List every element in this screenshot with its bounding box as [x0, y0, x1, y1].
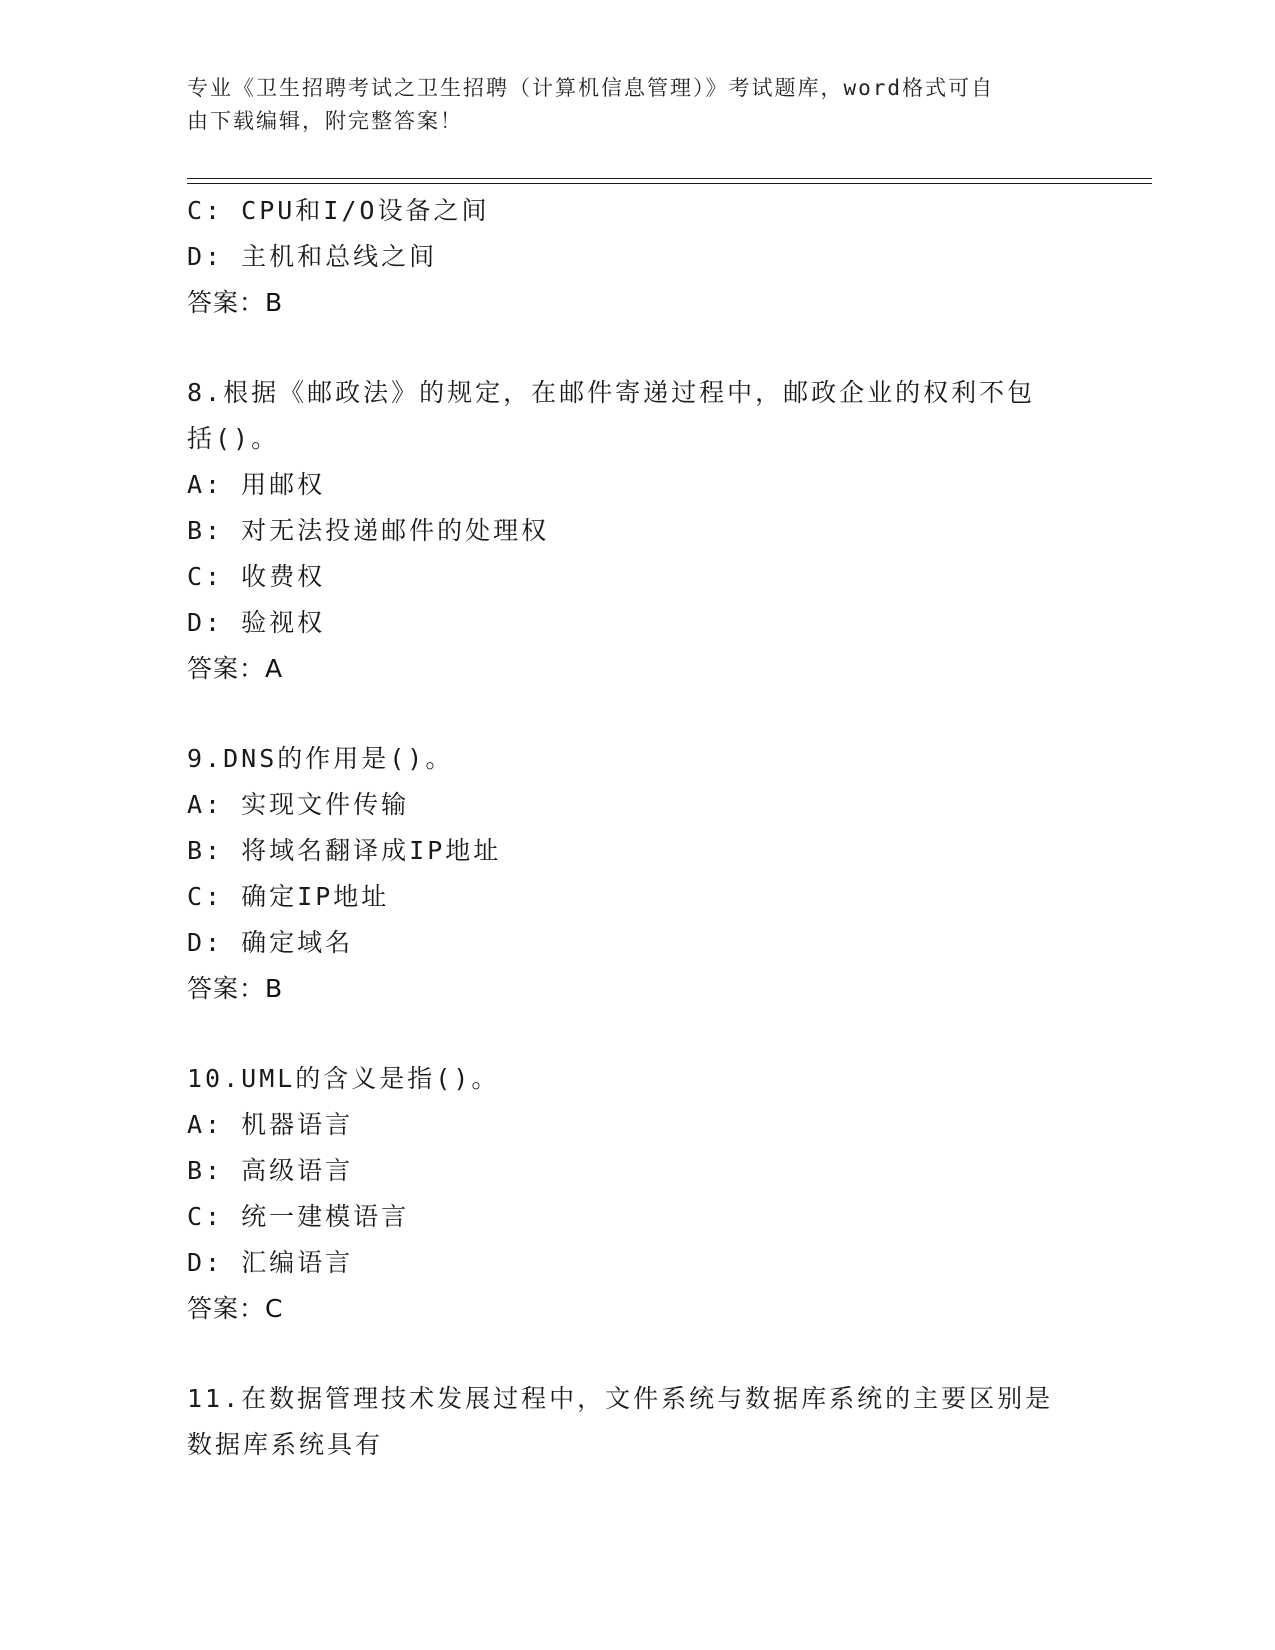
answer: 答案：A [187, 654, 284, 683]
option-a: A: 机器语言 [187, 1110, 354, 1139]
option-a: A: 用邮权 [187, 470, 326, 499]
option-c: C: 确定IP地址 [187, 882, 390, 911]
option-b: B: 对无法投递邮件的处理权 [187, 516, 550, 545]
option-d: D: 验视权 [187, 608, 326, 637]
question-9 [187, 736, 1137, 1012]
question-stem: 11.在数据管理技术发展过程中，文件系统与数据库系统的主要区别是 [187, 1384, 1054, 1413]
question-11 [187, 1376, 1137, 1468]
question-content [187, 188, 1137, 1468]
answer: 答案：C [187, 1294, 284, 1323]
question-7-tail [187, 188, 1137, 326]
answer: 答案：B [187, 974, 284, 1003]
question-stem: 括()。 [187, 424, 280, 453]
option-a: A: 实现文件传输 [187, 790, 410, 819]
header-line-2: 由下载编辑，附完整答案！ [187, 109, 463, 133]
option-b: B: 将域名翻译成IP地址 [187, 836, 502, 865]
option-d: D: 确定域名 [187, 928, 354, 957]
option-b: B: 高级语言 [187, 1156, 354, 1185]
question-stem: 10.UML的含义是指()。 [187, 1064, 500, 1093]
question-8 [187, 370, 1137, 692]
option-d: D: 汇编语言 [187, 1248, 354, 1277]
header-divider-bottom [187, 183, 1152, 184]
header-line-1: 专业《卫生招聘考试之卫生招聘（计算机信息管理）》考试题库，word格式可自 [187, 76, 995, 100]
question-stem: 8.根据《邮政法》的规定，在邮件寄递过程中，邮政企业的权利不包 [187, 378, 1036, 407]
answer: 答案：B [187, 288, 284, 317]
question-10 [187, 1056, 1137, 1332]
question-stem: 数据库系统具有 [187, 1430, 384, 1459]
option-d: D: 主机和总线之间 [187, 242, 438, 271]
header-divider-top [187, 178, 1152, 179]
option-c: C: 收费权 [187, 562, 326, 591]
question-stem: 9.DNS的作用是()。 [187, 744, 454, 773]
document-header [187, 72, 1067, 138]
option-c: C: 统一建模语言 [187, 1202, 410, 1231]
option-c: C: CPU和I/O设备之间 [187, 196, 490, 225]
